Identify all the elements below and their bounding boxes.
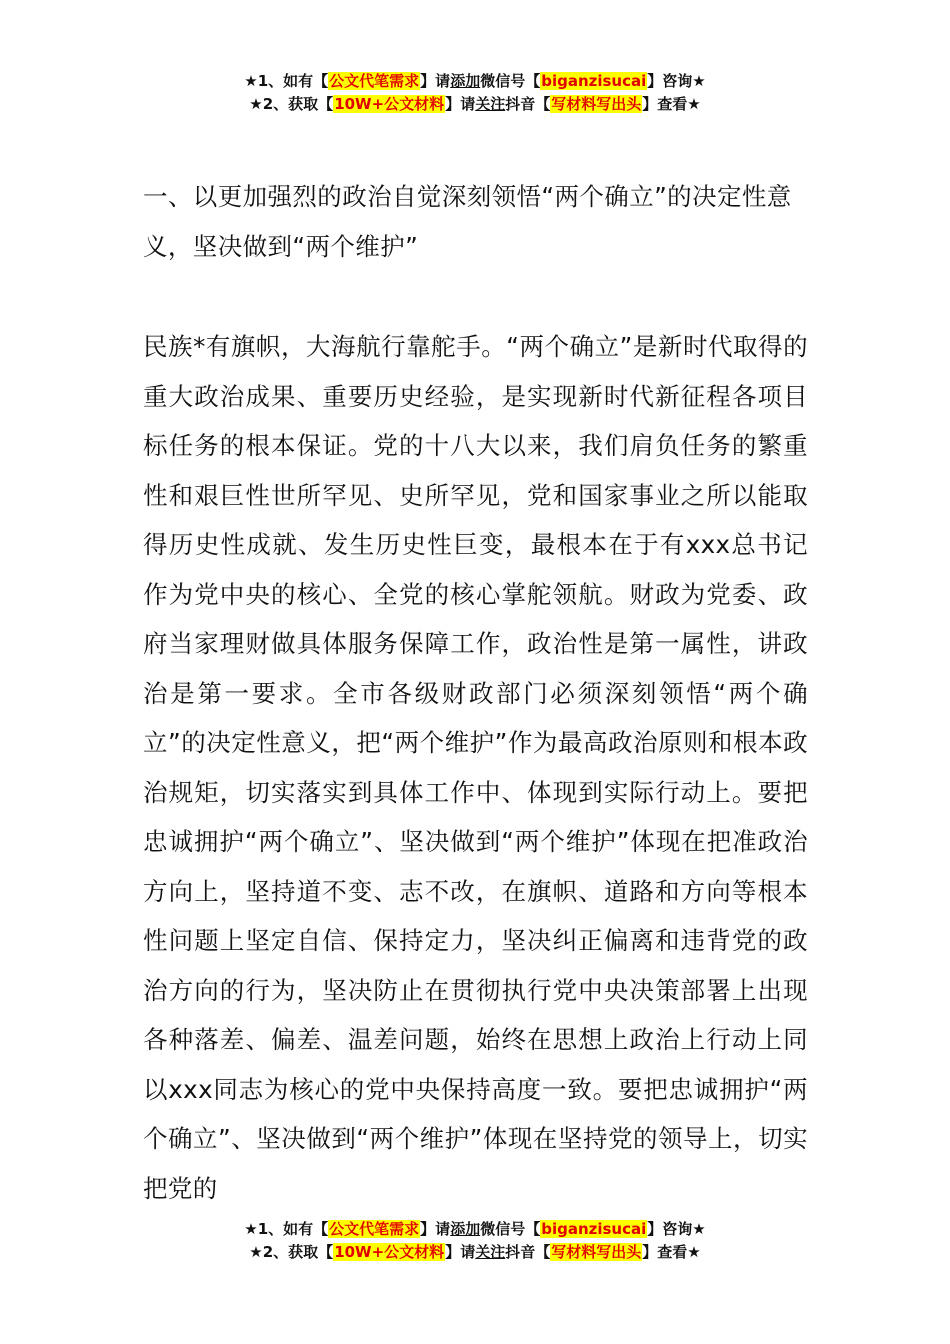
promo-underline: 关注 bbox=[475, 1243, 506, 1261]
promo-underline: 关注 bbox=[475, 95, 506, 113]
promo-highlight: 公文代笔需求 bbox=[329, 1220, 420, 1238]
promo-line-2 bbox=[0, 93, 950, 116]
promo-text: 】请 bbox=[445, 95, 476, 113]
promo-highlight: 写材料写出头 bbox=[551, 1243, 642, 1261]
promo-text: 抖音【 bbox=[505, 1243, 551, 1261]
promo-underline: 添加 bbox=[450, 72, 481, 90]
promo-highlight: 公文代笔需求 bbox=[329, 72, 420, 90]
promo-highlight: 10W+公文材料 bbox=[334, 95, 445, 113]
promo-text: ★2、获取【 bbox=[249, 1243, 334, 1261]
promo-text: ★2、获取【 bbox=[249, 95, 334, 113]
promo-line-1 bbox=[0, 70, 950, 93]
body-paragraph: 民族*有旗帜，大海航行靠舵手。“两个确立”是新时代取得的重大政治成果、重要历史经验，是实现新时代新征程各项目标任务的根本保证。党的十八大以来，我们肩负任务的繁重性和艰巨性世所罕见、史所罕见，党和国家事业之所以能取得历史性成就、发生历史性巨变，最根本在于有xxx总书记作为党中央的核心、全党的核心掌舵领航。财政为党委、政府当家理财做具体服务保障工作，政治性是第一属性，讲政治是第一要求。全市各级财政部门必须深刻领悟“两个确立”的决定性意义，把“两个维护”作为最高政治原则和根本政治规矩，切实落实到具体工作中、体现到实际行动上。要把忠诚拥护“两个确立”、坚决做到“两个维护”体现在把准政治方向上，坚持道不变、志不改，在旗帜、道路和方向等根本性问题上坚定自信、保持定力，坚决纠正偏离和违背党的政治方向的行为，坚决防止在贯彻执行党中央决策部署上出现各种落差、偏差、温差问题，始终在思想上政治上行动上同以xxx同志为核心的党中央保持高度一致。要把忠诚拥护“两个确立”、坚决做到“两个维护”体现在坚持党的领导上，切实把党的 bbox=[143, 332, 808, 1203]
promo-text: ★1、如有【 bbox=[244, 1220, 329, 1238]
promo-text: 】请 bbox=[420, 1220, 451, 1238]
section-heading: 一、以更加强烈的政治自觉深刻领悟“两个确立”的决定性意义，坚决做到“两个维护” bbox=[143, 182, 792, 261]
promo-text: 】请 bbox=[420, 72, 451, 90]
promo-highlight: 写材料写出头 bbox=[551, 95, 642, 113]
promo-text: 抖音【 bbox=[505, 95, 551, 113]
promo-text: 微信号【 bbox=[480, 1220, 541, 1238]
promo-text: 微信号【 bbox=[480, 72, 541, 90]
promo-underline: 添加 bbox=[450, 1220, 481, 1238]
promo-highlight: biganzisucai bbox=[541, 72, 647, 90]
promo-banner-top bbox=[0, 70, 950, 116]
promo-text: 】查看★ bbox=[642, 1243, 701, 1261]
promo-line-2 bbox=[0, 1241, 950, 1264]
promo-text: 】查看★ bbox=[642, 95, 701, 113]
promo-highlight: 10W+公文材料 bbox=[334, 1243, 445, 1261]
promo-highlight: biganzisucai bbox=[541, 1220, 647, 1238]
promo-text: ★1、如有【 bbox=[244, 72, 329, 90]
promo-text: 】咨询★ bbox=[647, 1220, 706, 1238]
document-body bbox=[143, 172, 808, 1213]
promo-text: 】咨询★ bbox=[647, 72, 706, 90]
promo-text: 】请 bbox=[445, 1243, 476, 1261]
promo-banner-bottom bbox=[0, 1218, 950, 1264]
promo-line-1 bbox=[0, 1218, 950, 1241]
